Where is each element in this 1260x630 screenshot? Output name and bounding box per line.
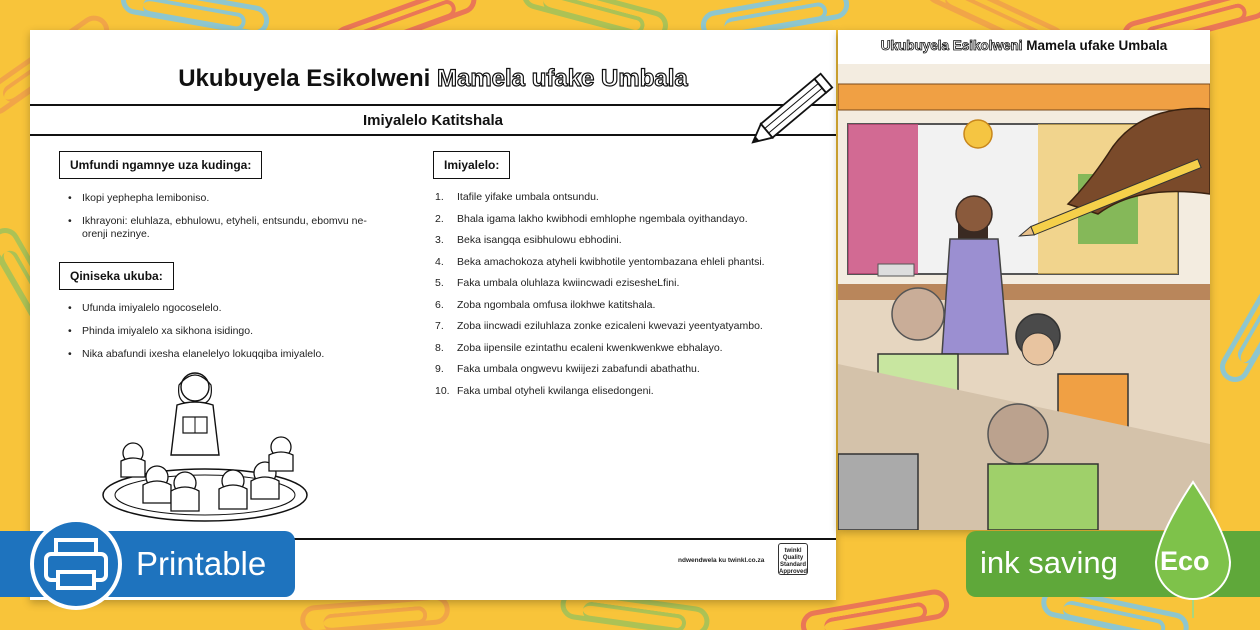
step-number: 10.	[435, 384, 450, 397]
header-rule	[30, 104, 836, 106]
step-number: 4.	[435, 255, 444, 268]
materials-label: Umfundi ngamnye uza kudinga:	[59, 151, 262, 179]
list-item	[435, 320, 765, 342]
preview-title-outlined: Ukubuyela Esikolweni	[880, 38, 1023, 53]
ensure-list	[68, 302, 388, 371]
list-item	[435, 234, 765, 256]
worksheet-page	[30, 30, 836, 600]
step-number: 3.	[435, 234, 444, 246]
step-number: 9.	[435, 363, 444, 375]
preview-title-plain: Mamela ufake Umbala	[1026, 38, 1168, 53]
printable-label: Printable	[136, 545, 267, 582]
teacher-reading-illustration	[85, 365, 325, 530]
list-item: • Nika abafundi ixesha elanelelyo lokuqqiba imiyalelo.	[68, 348, 388, 361]
list-item: • Ikopi yephepha lemiboniso.	[68, 192, 368, 205]
list-item: • Ikhrayoni: eluhlaza, ebhulowu, etyheli, entsundu, ebomvu ne-orenji nezinye.	[68, 215, 368, 241]
step-text: Faka umbala oluhlaza kwiincwadi ezisesheLfini.	[457, 277, 680, 289]
list-item	[435, 385, 765, 407]
list-item	[435, 342, 765, 364]
header-rule	[30, 134, 836, 136]
list-item: • Phinda imiyalelo xa sikhona isidingo.	[68, 325, 388, 338]
list-item	[435, 363, 765, 385]
step-text: Beka isangqa esibhulowu ebhodini.	[457, 234, 622, 246]
step-text: Zoba iipensile ezintathu ecaleni kwenkwenkwe ebhalayo.	[457, 341, 723, 354]
list-item	[435, 213, 765, 235]
materials-list	[68, 192, 368, 251]
preview-title	[838, 38, 1210, 53]
eco-label: Eco	[1160, 546, 1210, 576]
list-item	[435, 277, 765, 299]
classroom-scene-illustration	[838, 64, 1210, 530]
worksheet-title-outlined: Mamela ufake Umbala	[436, 65, 688, 92]
coloured-preview-page	[838, 30, 1210, 530]
ensure-label: Qiniseka ukuba:	[59, 262, 174, 290]
step-number: 5.	[435, 277, 444, 289]
step-text: Zoba ngombala omfusa ilokhwe katitshala.	[457, 298, 656, 311]
list-item	[435, 191, 765, 213]
footer-url: ndwendwela ku twinkl.co.za	[678, 557, 765, 564]
step-text: Faka umbala ongwevu kwiijezi zabafundi abathathu.	[457, 363, 700, 375]
teacher-instructions-header: Imiyalelo Katitshala	[362, 112, 504, 129]
step-text: Itafile yifake umbala ontsundu.	[457, 191, 599, 203]
step-number: 1.	[435, 191, 444, 203]
twinkl-quality-logo: twinkl Quality Standard Approved	[778, 543, 808, 575]
instructions-list	[435, 191, 765, 406]
printer-badge-circle	[30, 518, 122, 610]
step-number: 6.	[435, 298, 444, 311]
step-number: 7.	[435, 320, 444, 332]
list-item: • Ufunda imiyalelo ngocoselelo.	[68, 302, 388, 315]
step-number: 8.	[435, 341, 444, 354]
step-number: 2.	[435, 212, 444, 225]
worksheet-title-plain: Ukubuyela Esikolweni	[178, 65, 431, 92]
pencil-icon	[750, 60, 840, 155]
step-text: Faka umbal otyheli kwilanga elisedongeni.	[457, 384, 654, 397]
ink-saving-label: ink saving	[980, 545, 1118, 580]
step-text: Beka amachokoza atyheli kwibhotile yentombazana ehleli phantsi.	[457, 255, 765, 268]
instructions-label: Imiyalelo:	[433, 151, 510, 179]
list-item	[435, 299, 765, 321]
paperclip-icon	[1215, 243, 1260, 388]
printer-icon	[34, 522, 118, 606]
worksheet-title	[30, 65, 836, 93]
step-text: Zoba iincwadi eziluhlaza zonke ezicaleni kwevazi yeentyatyambo.	[457, 320, 763, 332]
step-text: Bhala igama lakho kwibhodi emhlophe ngembala oyithandayo.	[457, 212, 748, 225]
list-item	[435, 256, 765, 278]
